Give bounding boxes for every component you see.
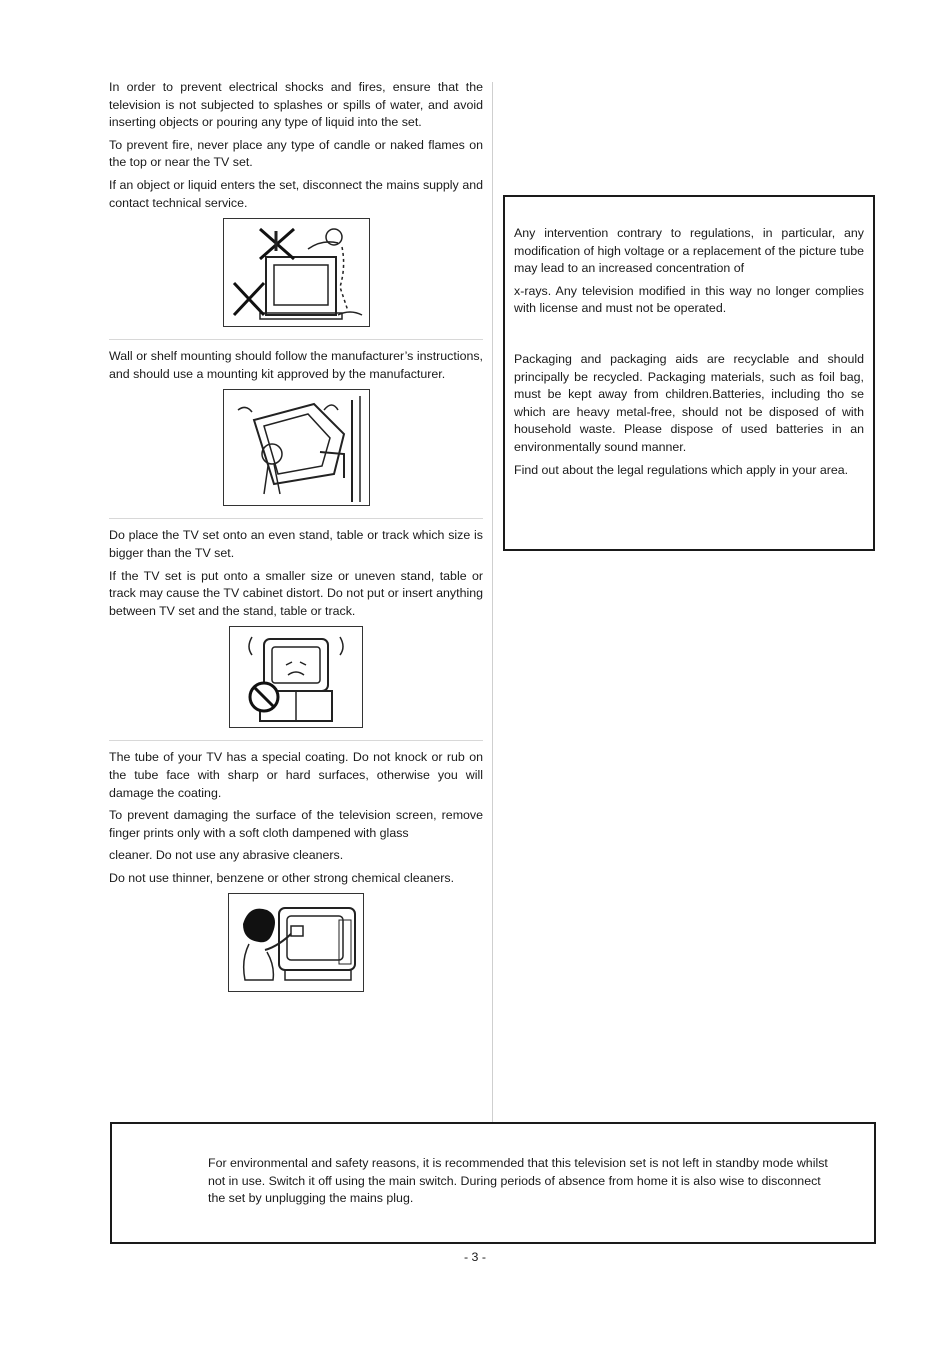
xray-warning-text: Any intervention contrary to regulations, in particular, any modification of high voltage or a replacement of the picture tube may lead to an increased concentration of [514,226,864,276]
liquid-entry-text: If an object or liquid enters the set, disconnect the mains supply and contact technical service. [109,177,483,210]
packaging-recycling-text: Packaging and packaging aids are recyclable and should principally be recycled. Packaging materials, such as foil bag, must be kept away from children.Batteries, including tho se which are heavy metal-free, should not be disposed of with household waste. Please dispose of used batteries in an environmentally sound manner. [514,351,864,454]
section-divider [109,740,483,741]
chemical-cleaner-text: Do not use thinner, benzene or other strong chemical cleaners. [109,870,455,885]
water-warning-text: In order to prevent electrical shocks and fires, ensure that the television is not subjected to splashes or spills of water, and avoid inserting objects or pouring any type of liquid into the set. [109,80,483,130]
fire-warning-text: To prevent fire, never place any type of candle or naked flames on the top or near the TV set. [109,137,483,170]
section-divider [109,339,483,340]
wall-mount-text: Wall or shelf mounting should follow the manufacturer’s instructions, and should use a mounting kit approved by the manufacturer. [109,349,483,381]
uneven-stand-illustration [229,626,363,728]
section-divider [109,518,483,519]
left-column [109,79,483,992]
legal-regulations-text: Find out about the legal regulations which apply in your area. [514,462,849,477]
xray-license-text: x-rays. Any television modified in this way no longer complies with license and must not be operated. [514,283,864,316]
standby-notice-box [110,1122,876,1244]
even-stand-text: Do place the TV set onto an even stand, table or track which size is bigger than the TV set. [109,528,483,560]
no-liquid-candle-illustration [223,218,370,327]
screen-cleaning-text: To prevent damaging the surface of the television screen, remove finger prints only with a soft cloth dampened with glass [109,808,483,840]
page-number: - 3 - [463,1250,487,1264]
column-divider [492,82,493,1122]
tube-coating-text: The tube of your TV has a special coating. Do not knock or rub on the tube face with sharp or hard surfaces, otherwise you will damage the coating. [109,750,483,800]
regulations-notice-box [503,195,875,551]
abrasive-cleaner-text: cleaner. Do not use any abrasive cleaners. [109,848,344,863]
small-stand-warning-text: If the TV set is put onto a smaller size or uneven stand, table or track may cause the TV cabinet distort. Do not put or insert anything between TV set and the stand, table or track. [109,568,483,618]
standby-notice-text: For environmental and safety reasons, it is recommended that this television set is not left in standby mode whilst not in use. Switch it off using the main switch. During periods of absence from home it is also wise to disconnect the set by unplugging the mains plug. [208,1156,828,1206]
wall-mounting-illustration [223,389,370,506]
screen-cleaning-illustration [228,893,364,992]
